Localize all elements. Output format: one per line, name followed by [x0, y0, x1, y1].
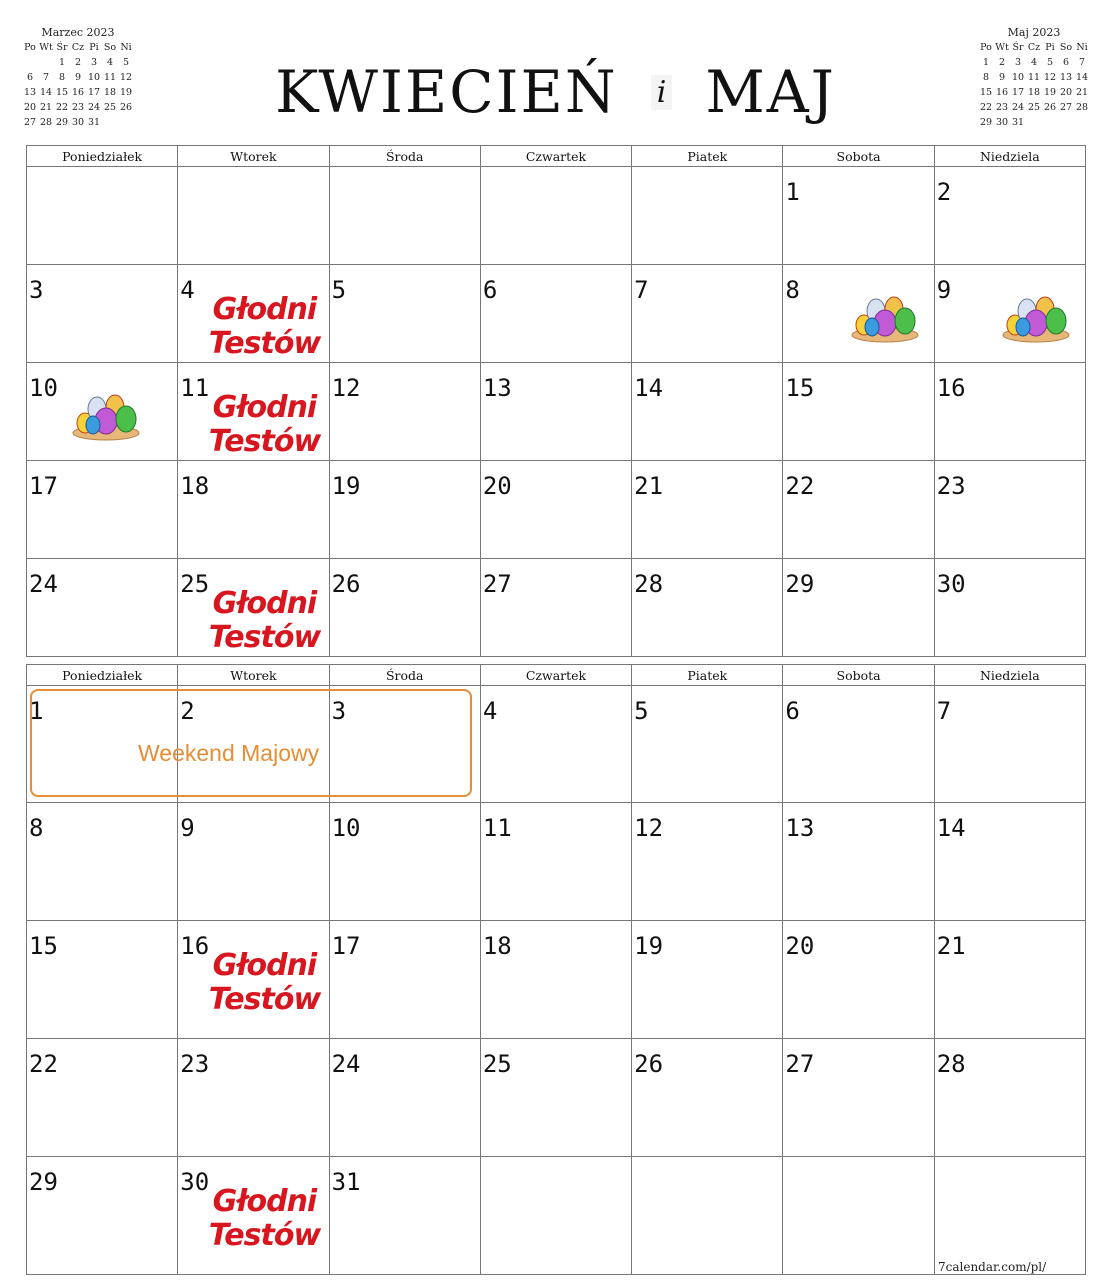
mini-date: 2	[74, 57, 82, 68]
day-number: 8	[29, 814, 44, 842]
day-number: 20	[785, 932, 815, 960]
day-number: 10	[331, 814, 361, 842]
day-cell[interactable]	[632, 363, 783, 461]
day-number: 28	[634, 570, 664, 598]
title-may: MAJ	[705, 58, 836, 126]
day-cell[interactable]	[783, 921, 934, 1039]
mini-date: 9	[998, 72, 1006, 83]
weekday-header-row	[27, 146, 1086, 167]
day-number: 16	[936, 374, 966, 402]
day-number	[783, 1157, 933, 1167]
day-number: 16	[180, 932, 210, 960]
page-title	[0, 58, 1111, 126]
day-number	[27, 167, 177, 177]
mini-date: 20	[1059, 87, 1073, 98]
mini-date: 7	[1078, 57, 1086, 68]
day-number: 30	[936, 570, 966, 598]
easter-eggs-icon	[850, 291, 920, 343]
day-number	[632, 1157, 782, 1167]
day-cell[interactable]	[27, 559, 178, 657]
day-number: 12	[331, 374, 361, 402]
week-row	[27, 1157, 1086, 1275]
mini-date: 28	[39, 117, 53, 128]
mini-day-head: Ni	[120, 42, 132, 53]
day-cell[interactable]	[27, 363, 178, 461]
mini-date: 13	[23, 87, 37, 98]
event-glodni-testow: Głodni Testów	[208, 586, 321, 655]
day-cell[interactable]	[329, 1039, 480, 1157]
day-number: 29	[29, 1168, 58, 1196]
mini-date: 8	[58, 72, 66, 83]
mini-date: 18	[103, 87, 117, 98]
day-number: 17	[29, 472, 58, 500]
mini-day-head: Po	[24, 42, 36, 53]
day-number	[632, 167, 782, 177]
mini-date: 15	[55, 87, 69, 98]
mini-date: 28	[1075, 102, 1089, 113]
day-cell[interactable]	[632, 265, 783, 363]
weekday-header: Środa	[329, 146, 480, 167]
day-cell[interactable]	[783, 363, 934, 461]
day-cell[interactable]	[632, 167, 783, 265]
day-cell[interactable]	[934, 921, 1085, 1039]
day-number: 11	[180, 374, 210, 402]
event-glodni-testow: Głodni Testów	[208, 1184, 321, 1253]
day-cell[interactable]	[178, 559, 329, 657]
day-number: 14	[634, 374, 664, 402]
day-cell[interactable]	[329, 1157, 480, 1275]
day-number: 11	[482, 814, 512, 842]
day-cell[interactable]	[934, 559, 1085, 657]
mini-date: 29	[979, 117, 993, 128]
mini-date: 3	[1014, 57, 1022, 68]
weekday-header: Poniedziałek	[27, 665, 178, 686]
mini-day-head: Wt	[39, 42, 53, 53]
mini-date: 24	[87, 102, 101, 113]
mini-date: 25	[1027, 102, 1041, 113]
day-number: 6	[482, 276, 498, 304]
day-cell[interactable]	[27, 1157, 178, 1275]
mini-date: 8	[982, 72, 990, 83]
day-number	[481, 1157, 631, 1167]
day-cell[interactable]	[480, 1157, 631, 1275]
mini-date: 17	[87, 87, 101, 98]
day-cell[interactable]	[480, 686, 631, 803]
week-row	[27, 167, 1086, 265]
mini-date: 16	[71, 87, 85, 98]
day-number: 6	[785, 697, 800, 725]
mini-date: 16	[995, 87, 1009, 98]
day-number: 20	[482, 472, 512, 500]
weekday-header: Sobota	[783, 146, 934, 167]
day-number: 29	[785, 570, 815, 598]
day-cell[interactable]	[934, 363, 1085, 461]
day-number	[178, 167, 328, 177]
day-cell[interactable]	[27, 803, 178, 921]
weekday-header: Piatek	[632, 146, 783, 167]
mini-day-head: Wt	[995, 42, 1009, 53]
day-cell[interactable]	[27, 265, 178, 363]
day-cell[interactable]	[480, 803, 631, 921]
weekday-header-row	[27, 665, 1086, 686]
mini-date: 26	[119, 102, 133, 113]
day-cell[interactable]	[329, 921, 480, 1039]
weekday-header: Niedziela	[934, 146, 1085, 167]
day-number: 15	[785, 374, 815, 402]
day-cell[interactable]	[27, 461, 178, 559]
easter-eggs-icon	[71, 389, 141, 441]
day-number: 26	[331, 570, 361, 598]
day-cell[interactable]	[934, 686, 1085, 803]
day-cell[interactable]	[632, 1157, 783, 1275]
mini-date: 14	[1075, 72, 1089, 83]
day-cell[interactable]	[783, 167, 934, 265]
day-cell[interactable]	[934, 803, 1085, 921]
mini-date: 15	[979, 87, 993, 98]
mini-date: 27	[1059, 102, 1073, 113]
day-number: 4	[482, 697, 498, 725]
mini-date: 29	[55, 117, 69, 128]
mini-date: 20	[23, 102, 37, 113]
mini-date: 31	[87, 117, 101, 128]
mini-date: 9	[74, 72, 82, 83]
day-cell[interactable]	[934, 167, 1085, 265]
day-cell[interactable]	[480, 461, 631, 559]
day-number: 31	[331, 1168, 361, 1196]
mini-day-head: Cz	[1027, 42, 1041, 53]
day-cell[interactable]	[178, 461, 329, 559]
event-glodni-testow: Głodni Testów	[208, 390, 321, 459]
day-number: 27	[785, 1050, 815, 1078]
day-cell[interactable]	[178, 363, 329, 461]
mini-date: 1	[982, 57, 990, 68]
weekday-header: Poniedziałek	[27, 146, 178, 167]
mini-date: 18	[1027, 87, 1041, 98]
mini-date: 26	[1043, 102, 1057, 113]
day-cell[interactable]	[783, 559, 934, 657]
mini-date: 3	[90, 57, 98, 68]
day-number: 5	[331, 276, 347, 304]
day-number: 14	[936, 814, 966, 842]
mini-day-head: Po	[980, 42, 992, 53]
mini-date: 14	[39, 87, 53, 98]
mini-day-head: So	[1059, 42, 1073, 53]
day-number	[481, 167, 631, 177]
source-link[interactable]: 7calendar.com/pl/	[938, 1260, 1047, 1274]
day-cell[interactable]	[480, 921, 631, 1039]
mini-day-head: Ni	[1076, 42, 1088, 53]
day-number: 1	[785, 178, 800, 206]
day-number: 3	[29, 276, 44, 304]
mini-date: 11	[1027, 72, 1041, 83]
mini-date: 7	[42, 72, 50, 83]
day-cell[interactable]	[329, 803, 480, 921]
day-number: 3	[331, 697, 347, 725]
day-number: 22	[29, 1050, 58, 1078]
day-number: 25	[482, 1050, 512, 1078]
mini-calendar-title: Marzec 2023	[41, 26, 115, 39]
easter-eggs-icon	[1001, 291, 1071, 343]
mini-day-head: So	[103, 42, 117, 53]
mini-date: 1	[58, 57, 66, 68]
day-number: 26	[634, 1050, 664, 1078]
mini-date: 30	[71, 117, 85, 128]
day-cell[interactable]	[329, 461, 480, 559]
day-number: 24	[331, 1050, 361, 1078]
weekday-header: Niedziela	[934, 665, 1085, 686]
day-number: 19	[331, 472, 361, 500]
day-cell[interactable]	[480, 559, 631, 657]
mini-day-head: Pi	[1045, 42, 1055, 53]
day-cell[interactable]	[934, 265, 1085, 363]
mini-date: 19	[119, 87, 133, 98]
week-row	[27, 803, 1086, 921]
april-calendar-grid	[26, 145, 1086, 657]
day-cell[interactable]	[27, 167, 178, 265]
day-cell[interactable]	[783, 686, 934, 803]
day-number: 4	[180, 276, 195, 304]
day-number: 9	[936, 276, 952, 304]
mini-date: 22	[979, 102, 993, 113]
day-number: 13	[785, 814, 815, 842]
day-number: 23	[180, 1050, 210, 1078]
weekday-header: Piatek	[632, 665, 783, 686]
day-number: 10	[29, 374, 58, 402]
mini-date: 5	[122, 57, 130, 68]
mini-day-head: Cz	[71, 42, 85, 53]
day-number: 2	[180, 697, 195, 725]
day-cell[interactable]	[783, 1039, 934, 1157]
day-number: 21	[936, 932, 966, 960]
mini-date: 11	[103, 72, 117, 83]
day-cell[interactable]	[480, 1039, 631, 1157]
mini-date: 6	[1062, 57, 1070, 68]
day-cell[interactable]	[934, 461, 1085, 559]
day-cell[interactable]	[783, 461, 934, 559]
day-cell[interactable]	[178, 265, 329, 363]
mini-date: 12	[119, 72, 133, 83]
event-glodni-testow: Głodni Testów	[208, 948, 321, 1017]
mini-date: 6	[26, 72, 34, 83]
day-cell[interactable]	[329, 265, 480, 363]
day-cell[interactable]	[783, 1157, 934, 1275]
day-cell[interactable]	[27, 921, 178, 1039]
day-number: 22	[785, 472, 815, 500]
event-glodni-testow: Głodni Testów	[208, 292, 321, 361]
day-cell[interactable]	[27, 1039, 178, 1157]
day-number: 27	[482, 570, 512, 598]
day-number: 1	[29, 697, 44, 725]
mini-date: 4	[1030, 57, 1038, 68]
day-cell[interactable]	[632, 559, 783, 657]
day-number: 12	[634, 814, 664, 842]
mini-date: 10	[1011, 72, 1025, 83]
weekday-header: Wtorek	[178, 146, 329, 167]
day-cell[interactable]	[329, 559, 480, 657]
day-cell[interactable]	[329, 167, 480, 265]
mini-day-head: Pi	[89, 42, 99, 53]
day-cell[interactable]	[934, 1157, 1085, 1275]
day-number: 18	[180, 472, 210, 500]
day-number: 2	[936, 178, 952, 206]
day-cell[interactable]	[783, 803, 934, 921]
day-cell[interactable]	[178, 921, 329, 1039]
day-number: 15	[29, 932, 58, 960]
week-row	[27, 559, 1086, 657]
day-number	[330, 167, 480, 177]
weekday-header: Sobota	[783, 665, 934, 686]
mini-date: 22	[55, 102, 69, 113]
day-cell[interactable]	[632, 461, 783, 559]
day-number: 19	[634, 932, 664, 960]
week-row	[27, 921, 1086, 1039]
day-cell[interactable]	[632, 921, 783, 1039]
mini-date: 24	[1011, 102, 1025, 113]
mini-day-head: Śr	[56, 42, 68, 53]
day-number: 9	[180, 814, 195, 842]
mini-date: 23	[995, 102, 1009, 113]
mini-day-head: Śr	[1012, 42, 1024, 53]
mini-calendar-title: Maj 2023	[1007, 26, 1061, 39]
mini-date: 30	[995, 117, 1009, 128]
title-conjunction: i	[651, 75, 673, 110]
mini-date: 23	[71, 102, 85, 113]
day-number	[935, 1157, 1085, 1167]
mini-date: 25	[103, 102, 117, 113]
mini-date: 13	[1059, 72, 1073, 83]
mini-date: 21	[1075, 87, 1089, 98]
day-number: 25	[180, 570, 210, 598]
mini-date: 27	[23, 117, 37, 128]
day-cell[interactable]	[632, 803, 783, 921]
mini-date: 31	[1011, 117, 1025, 128]
weekday-header: Czwartek	[480, 665, 631, 686]
day-cell[interactable]	[480, 167, 631, 265]
week-row	[27, 461, 1086, 559]
day-number: 7	[936, 697, 952, 725]
week-row	[27, 1039, 1086, 1157]
mini-date: 2	[998, 57, 1006, 68]
mini-date: 10	[87, 72, 101, 83]
week-row	[27, 363, 1086, 461]
day-cell[interactable]	[632, 686, 783, 803]
weekday-header: Czwartek	[480, 146, 631, 167]
day-number: 30	[180, 1168, 210, 1196]
day-number: 18	[482, 932, 512, 960]
weekend-majowy-label: Weekend Majowy	[138, 740, 320, 766]
mini-date: 19	[1043, 87, 1057, 98]
day-number: 24	[29, 570, 58, 598]
day-cell[interactable]	[178, 1039, 329, 1157]
day-number: 23	[936, 472, 966, 500]
day-number: 8	[785, 276, 800, 304]
day-cell[interactable]	[934, 1039, 1085, 1157]
title-april: KWIECIEŃ	[275, 58, 618, 126]
mini-date: 12	[1043, 72, 1057, 83]
day-number: 5	[634, 697, 649, 725]
day-cell[interactable]	[632, 1039, 783, 1157]
day-cell[interactable]	[480, 265, 631, 363]
weekday-header: Środa	[329, 665, 480, 686]
week-row	[27, 265, 1086, 363]
day-cell[interactable]	[178, 167, 329, 265]
weekday-header: Wtorek	[178, 665, 329, 686]
day-cell[interactable]	[178, 803, 329, 921]
mini-date: 5	[1046, 57, 1054, 68]
day-number: 28	[936, 1050, 966, 1078]
day-number: 17	[331, 932, 361, 960]
day-cell[interactable]	[783, 265, 934, 363]
day-number: 13	[482, 374, 512, 402]
day-cell[interactable]	[178, 1157, 329, 1275]
mini-date: 21	[39, 102, 53, 113]
day-number: 7	[634, 276, 649, 304]
day-cell[interactable]	[480, 363, 631, 461]
mini-date: 17	[1011, 87, 1025, 98]
day-cell[interactable]	[329, 363, 480, 461]
mini-date: 4	[106, 57, 114, 68]
day-number: 21	[634, 472, 664, 500]
